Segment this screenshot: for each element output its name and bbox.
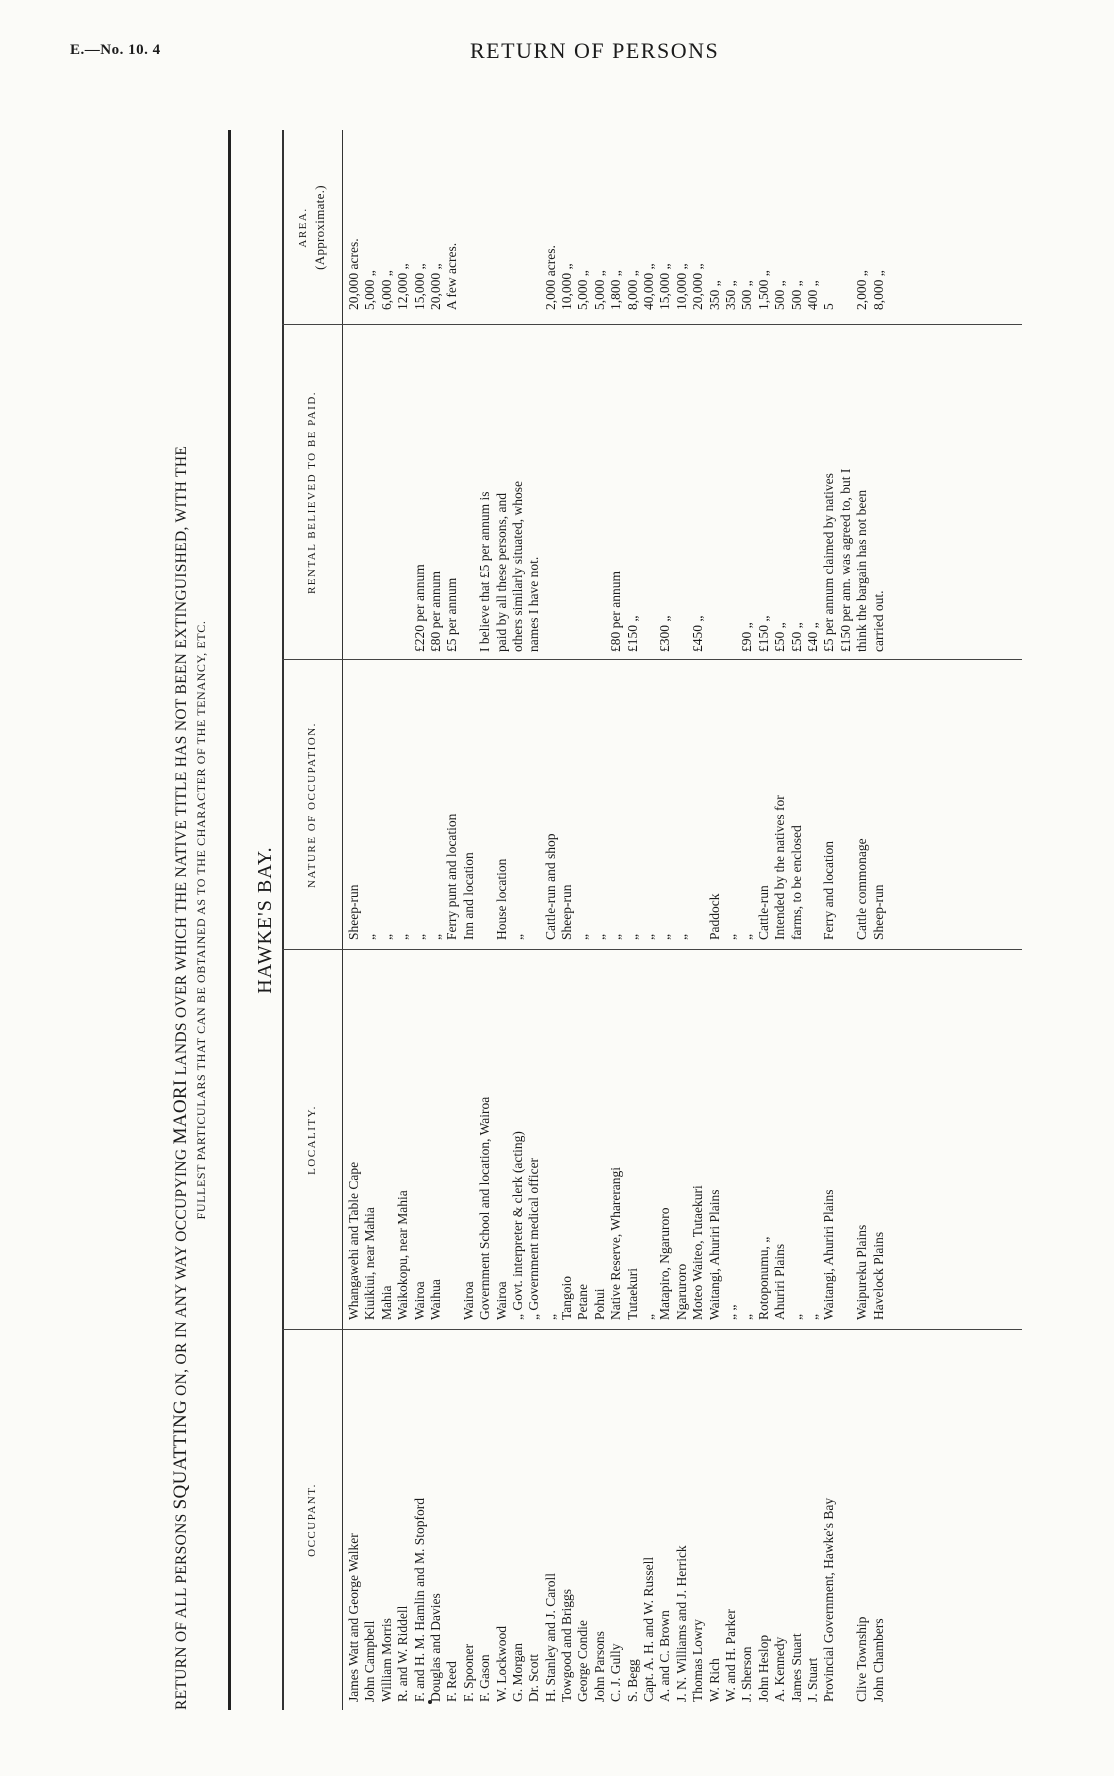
document-title <box>170 130 192 1710</box>
rental-cell: £150 „ <box>755 615 771 652</box>
area-cell <box>494 132 510 310</box>
occupation-cell: „ <box>722 934 738 940</box>
occupation-cell: Cattle-run and shop <box>542 833 558 940</box>
area-cell: 1,800 „ <box>608 270 624 310</box>
localitie-cell: „ <box>641 1314 657 1320</box>
rental-cell <box>723 327 739 652</box>
area-cell: 40,000 „ <box>641 263 657 310</box>
occupant-cell: R. and W. Riddell <box>395 1605 411 1702</box>
occupation-cell: Inn and location <box>460 852 476 940</box>
rental-cell <box>461 327 477 652</box>
occupation-cell: „ <box>362 934 378 940</box>
rental-cell: names I have not. <box>526 556 542 652</box>
occupation-cell <box>805 664 821 940</box>
area-cell: 5,000 „ <box>591 270 607 310</box>
rotated-document <box>170 130 1090 1710</box>
rental-cell <box>575 327 591 652</box>
title-on: ON, OR IN ANY WAY OCCUPYING <box>173 1148 190 1396</box>
header-rental: RENTAL BELIEVED TO BE PAID. <box>305 390 318 595</box>
rental-cell <box>543 327 559 652</box>
rental-cell <box>362 327 378 652</box>
occupation-cell: Intended by the natives for <box>772 795 788 940</box>
occupation-cell: „ <box>624 934 640 940</box>
occupant-cell: S. Begg <box>624 1659 640 1702</box>
occupation-cell: „ <box>739 934 755 940</box>
occupation-cell: Ferry punt and location <box>444 813 460 940</box>
occupant-cell: J. Sherson <box>739 1646 755 1702</box>
rental-cell: £150 per ann. was agreed to, but I <box>837 468 853 652</box>
occupant-cell <box>838 1334 854 1702</box>
localitie-cell: „ <box>739 1314 755 1320</box>
occupation-cell: Sheep-run <box>559 884 575 940</box>
occupant-cell: W. and H. Parker <box>722 1609 738 1702</box>
occupant-cell: A. Kennedy <box>772 1636 788 1702</box>
localitie-cell: Waipureku Plains <box>854 1224 870 1320</box>
occupation-cell: Paddock <box>706 893 722 940</box>
localitie-cell: Waitangi, Ahuriri Plains <box>821 1189 837 1320</box>
occupation-cell <box>838 664 854 940</box>
area-cell: 500 „ <box>788 280 804 310</box>
occupation-cell: Sheep-run <box>346 884 361 940</box>
occupant-cell: Clive Township <box>854 1616 870 1702</box>
occupation-cell: „ <box>657 934 673 940</box>
return-table <box>282 130 1042 1710</box>
occupation-cell: „ <box>411 934 427 940</box>
title-prefix: RETURN OF ALL PERSONS <box>173 1513 190 1710</box>
rental-cell <box>592 327 608 652</box>
rental-cell <box>559 327 575 652</box>
rental-cell: £50 „ <box>772 622 788 652</box>
title-maori: MAORI <box>170 1079 191 1145</box>
localitie-cell: Ahuriri Plains <box>772 1243 788 1320</box>
occupant-cell: James Stuart <box>788 1633 804 1702</box>
area-cell: A few acres. <box>444 242 460 310</box>
area-cell: 2,000 „ <box>854 270 870 310</box>
area-cell: 5 <box>821 303 837 310</box>
area-cell <box>838 132 854 310</box>
header-occupant: OCCUPANT. <box>305 1483 318 1557</box>
title-rule <box>228 130 231 1710</box>
localitie-cell: „ <box>804 1314 820 1320</box>
occupation-cell: Ferry and location <box>821 841 837 940</box>
header-area-sub: (Approximate.) <box>311 185 327 270</box>
occupant-cell: John Campbell <box>362 1620 378 1702</box>
area-cell <box>526 132 542 310</box>
rental-cell <box>641 327 657 652</box>
occupation-cell: Sheep-run <box>870 884 886 940</box>
occupation-cell: „ <box>378 934 394 940</box>
rental-cell: others similarly situated, whose <box>509 481 525 652</box>
occupant-cell: A. and C. Brown <box>657 1610 673 1702</box>
occupant-cell: Dr. Scott <box>526 1653 542 1702</box>
header-area-label: AREA. <box>296 207 309 248</box>
title-squatting: SQUATTING <box>170 1400 191 1510</box>
localitie-cell: Tangoio <box>559 1275 575 1320</box>
localitie-cell: „ Govt. interpreter & clerk (acting) <box>509 1131 525 1320</box>
column-divider <box>282 1329 1022 1330</box>
localitie-cell: Moteo Waiteo, Tutaekuri <box>690 1185 706 1320</box>
area-cell: 8,000 „ <box>870 270 886 310</box>
occupation-cell: „ <box>591 934 607 940</box>
rental-cell <box>346 327 362 652</box>
occupant-cell: William Morris <box>378 1618 394 1702</box>
localitie-cell: „ <box>542 1314 558 1320</box>
localitie-cell: Tutaekuri <box>624 1267 640 1320</box>
occupation-column <box>346 664 887 940</box>
occupation-cell <box>477 664 493 940</box>
occupant-column <box>346 1334 887 1702</box>
localitie-cell: Mahia <box>378 1285 394 1320</box>
localitie-cell: Havelock Plains <box>870 1231 886 1320</box>
rental-cell: £50 „ <box>788 622 804 652</box>
rental-cell: £220 per annum <box>411 564 427 652</box>
rental-cell: carried out. <box>870 590 886 652</box>
table-header-rule <box>342 130 343 1710</box>
area-cell: 400 „ <box>804 280 820 310</box>
area-cell: 5,000 „ <box>575 270 591 310</box>
area-cell: 5,000 „ <box>362 270 378 310</box>
occupant-cell: F. Reed <box>444 1661 460 1702</box>
locality-column <box>346 954 887 1320</box>
rental-cell: £80 per annum <box>608 571 624 652</box>
occupant-cell: W. Lockwood <box>493 1626 509 1702</box>
area-cell: 6,000 „ <box>378 270 394 310</box>
localitie-cell: Pohui <box>591 1288 607 1320</box>
occupant-cell: John Parsons <box>591 1631 607 1702</box>
area-cell: 350 „ <box>706 280 722 310</box>
localitie-cell: Petane <box>575 1284 591 1320</box>
occupation-cell: Cattle commonage <box>854 838 870 940</box>
area-cell: 10,000 „ <box>673 263 689 310</box>
area-cell: 20,000 „ <box>690 263 706 310</box>
title-rest: LANDS OVER WHICH THE NATIVE TITLE HAS NOT BEEN EXTINGUISHED, WITH THE <box>173 445 190 1076</box>
occupant-cell: Capt. A. H. and W. Russell <box>641 1556 657 1702</box>
occupant-cell: Towgood and Briggs <box>559 1588 575 1702</box>
localitie-cell: Wairoa <box>460 1281 476 1320</box>
occupant-cell: James Watt and George Walker <box>346 1533 361 1702</box>
localitie-cell: Wairoa <box>411 1281 427 1320</box>
localitie-cell: Rotoponumu, „ <box>755 1236 771 1320</box>
occupant-cell: C. J. Gully <box>608 1643 624 1702</box>
rental-cell: £90 „ <box>739 622 755 652</box>
rental-cell <box>395 327 411 652</box>
localitie-cell: Wairoa <box>493 1281 509 1320</box>
occupant-cell: George Condie <box>575 1620 591 1702</box>
area-cell: 500 „ <box>772 280 788 310</box>
area-cell <box>477 132 493 310</box>
localitie-cell: Ngaruroro <box>673 1263 689 1320</box>
localitie-cell: Waihua <box>427 1279 443 1320</box>
occupation-cell: „ <box>575 934 591 940</box>
rental-cell <box>674 327 690 652</box>
occupant-cell: G. Morgan <box>509 1643 525 1702</box>
rental-cell: £300 „ <box>657 615 673 652</box>
occupant-cell: J. Stuart <box>804 1657 820 1702</box>
rental-cell: think the bargain has not been <box>854 489 870 652</box>
header-occupation: NATURE OF OCCUPATION. <box>305 722 318 888</box>
occupant-cell: Provincial Government, Hawke's Bay <box>821 1497 837 1702</box>
localitie-cell: Government School and location, Wairoa <box>477 1096 493 1320</box>
localitie-cell: Waikokopu, near Mahia <box>395 1190 411 1320</box>
area-cell: 2,000 acres. <box>542 245 558 310</box>
occupant-cell: H. Stanley and J. Caroll <box>542 1573 558 1702</box>
localitie-cell: „ „ <box>722 1304 738 1320</box>
localitie-cell <box>838 954 854 1320</box>
occupation-cell <box>690 664 706 940</box>
localitie-cell: Matapiro, Ngaruroro <box>657 1207 673 1320</box>
occupation-cell: „ <box>427 934 443 940</box>
section-heading: HAWKE'S BAY. <box>254 846 276 994</box>
occupation-cell: „ <box>395 934 411 940</box>
area-cell: 1,500 „ <box>755 270 771 310</box>
rental-cell: paid by all these persons, and <box>493 493 509 652</box>
rental-cell <box>707 327 723 652</box>
occupation-cell: „ <box>673 934 689 940</box>
occupation-cell: „ <box>641 934 657 940</box>
rental-cell: £80 per annum <box>427 571 443 652</box>
occupant-cell: Douglas and Davies <box>427 1593 443 1702</box>
occupant-cell: W. Rich <box>706 1658 722 1702</box>
rental-cell: £450 „ <box>690 615 706 652</box>
occupant-cell: F. and H. M. Hamlin and M. Stopford <box>411 1497 427 1702</box>
area-cell: 350 „ <box>722 280 738 310</box>
occupant-cell: J. N. Williams and J. Herrick <box>673 1545 689 1702</box>
occupant-cell: F. Gason <box>477 1654 493 1702</box>
area-cell: 12,000 „ <box>395 263 411 310</box>
area-cell: 10,000 „ <box>559 263 575 310</box>
localitie-cell: Native Reserve, Wharerangi <box>608 1166 624 1320</box>
occupant-cell: John Heslop <box>755 1634 771 1702</box>
occupation-cell: Cattle-run <box>755 885 771 940</box>
rental-cell <box>379 327 395 652</box>
area-cell: 8,000 „ <box>624 270 640 310</box>
localitie-cell <box>444 954 460 1320</box>
rental-cell: £150 „ <box>624 615 640 652</box>
occupation-cell: House location <box>493 858 509 940</box>
localitie-cell: Kiuikiui, near Mahia <box>362 1207 378 1320</box>
header-locality: LOCALITY. <box>305 1105 318 1175</box>
area-cell: 15,000 „ <box>657 263 673 310</box>
column-divider <box>282 949 1022 950</box>
column-divider <box>282 324 1022 325</box>
localitie-cell: Waitangi, Ahuriri Plains <box>706 1189 722 1320</box>
column-divider <box>282 659 1022 660</box>
localitie-cell: „ <box>788 1314 804 1320</box>
rental-cell: £40 „ <box>804 622 820 652</box>
occupant-cell: Thomas Lowry <box>690 1619 706 1702</box>
document-subtitle: FULLEST PARTICULARS THAT CAN BE OBTAINED AS TO THE CHARACTER OF THE TENANCY, ETC. <box>194 620 208 1220</box>
occupation-cell: „ <box>608 934 624 940</box>
localitie-cell: Whangawehi and Table Cape <box>346 1161 361 1320</box>
area-cell <box>461 132 477 310</box>
rental-cell: I believe that £5 per annum is <box>477 491 493 652</box>
area-column <box>346 132 887 310</box>
localitie-cell: „ Government medical officer <box>526 1157 542 1320</box>
rental-column <box>346 327 887 652</box>
occupant-cell: John Chambers <box>870 1618 886 1702</box>
occupation-cell <box>526 664 542 940</box>
rental-cell: £5 per annum <box>444 577 460 652</box>
occupation-cell: „ <box>509 934 525 940</box>
page-running-title: RETURN OF PERSONS <box>470 38 720 63</box>
rental-cell: £5 per annum claimed by natives <box>821 473 837 652</box>
area-cell: 20,000 acres. <box>346 238 361 310</box>
area-cell: 15,000 „ <box>411 263 427 310</box>
occupant-cell: F. Spooner <box>460 1643 476 1702</box>
area-cell: 500 „ <box>739 280 755 310</box>
header-area <box>282 130 342 325</box>
area-cell: 20,000 „ <box>427 263 443 310</box>
page-reference: E.—No. 10. 4 <box>70 42 161 58</box>
area-cell <box>510 132 526 310</box>
occupation-cell: farms, to be enclosed <box>788 825 804 940</box>
